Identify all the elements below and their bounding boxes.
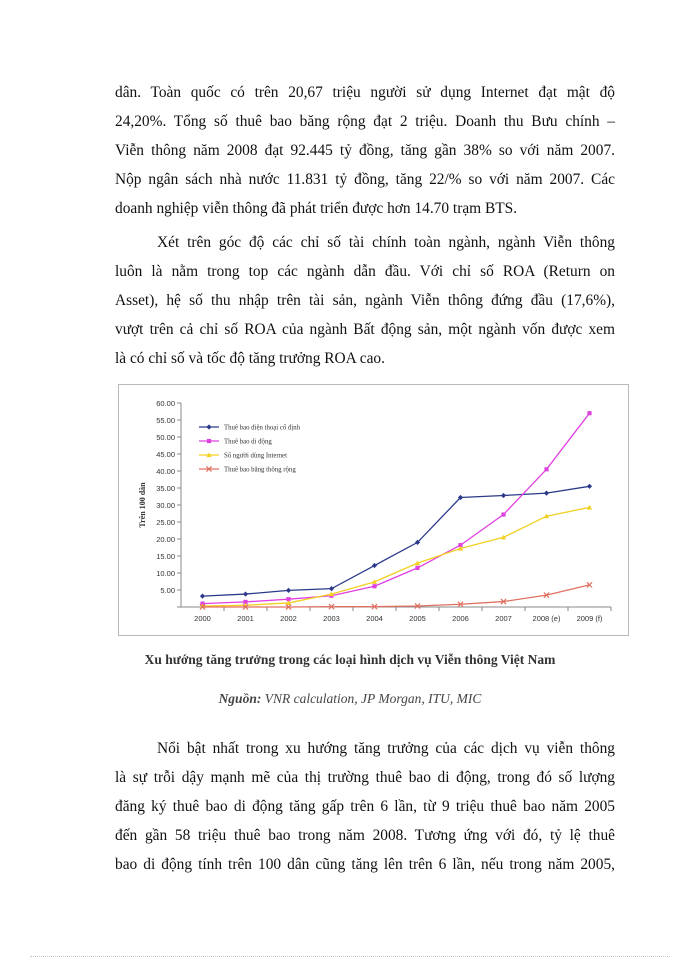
paragraph-2 [115,228,615,373]
legend-marker-1 [207,439,211,443]
x-tick-label-0: 2000 [194,614,211,623]
x-tick-label-7: 2007 [495,614,512,623]
p1-line-4: Nộp ngân sách nhà nước 11.831 tỷ đồng, tăng 22/% so với năm 2007. Các [115,171,615,188]
chart-frame [118,384,629,636]
x-tick-label-8: 2008 (e) [532,614,561,623]
x-tick-label-3: 2003 [323,614,340,623]
p3-line-2: là sự trỗi dậy mạnh mẽ của thị trường thuê bao di động, trong đó số lượng [115,769,615,786]
growth-line-chart [119,385,628,635]
series-1-point-8 [544,467,548,471]
series-0-point-0 [200,594,205,599]
series-0-point-8 [544,491,549,496]
p2-line-2: luôn là nằm trong top các ngành dẫn đầu. Với chỉ số ROA (Return on [115,263,615,280]
legend-marker-0 [206,424,211,429]
y-tick-label-8: 40.00 [156,467,175,476]
y-tick-label-9: 45.00 [156,450,175,459]
y-tick-label-12: 60.00 [156,399,175,408]
series-1-point-5 [415,566,419,570]
x-tick-label-2: 2002 [280,614,297,623]
p1-line-5: doanh nghiệp viễn thông đã phát triển được hơn 14.70 trạm BTS. [115,200,518,217]
source-text: VNR calculation, JP Morgan, ITU, MIC [261,691,482,706]
series-0-point-4 [372,563,377,568]
legend-label-1: Thuê bao di động [224,438,272,446]
p2-line-4: vượt trên cả chỉ số ROA của ngành Bất động sản, một ngành vốn được xem [115,321,615,338]
p2-line-3: Asset), hệ số thu nhập trên tài sản, ngành Viễn thông đứng đầu (17,6%), [115,292,615,309]
p1-line-3: Viễn thông năm 2008 đạt 92.445 tỷ đồng, tăng gần 38% so với năm 2007. [115,142,615,159]
series-0-point-1 [243,591,248,596]
series-1-point-4 [372,584,376,588]
y-tick-label-11: 55.00 [156,416,175,425]
x-tick-label-6: 2006 [452,614,469,623]
p2-line-5: là có chỉ số và tốc độ tăng trưởng ROA cao. [115,350,385,367]
chart-caption: Xu hướng tăng trưởng trong các loại hình dịch vụ Viễn thông Việt Nam [144,652,556,667]
x-tick-label-5: 2005 [409,614,426,623]
legend-label-0: Thuê bao điện thoại cố định [224,424,301,432]
series-0-point-2 [286,588,291,593]
y-axis-label: Trên 100 dân [138,482,147,528]
x-tick-label-1: 2001 [237,614,254,623]
y-tick-label-3: 15.00 [156,552,175,561]
series-line-2 [203,507,590,606]
y-tick-label-2: 10.00 [156,569,175,578]
legend-label-3: Thuê bao băng thông rộng [224,466,296,474]
series-0-point-3 [329,586,334,591]
y-tick-label-4: 20.00 [156,535,175,544]
p3-line-5: bao di động tính trên 100 dân cũng tăng lên trên 6 lần, nếu trong năm 2005, [115,856,615,873]
y-tick-label-6: 30.00 [156,501,175,510]
p1-line-2: 24,20%. Tổng số thuê bao băng rộng đạt 2 triệu. Doanh thu Bưu chính – [115,113,615,130]
paragraph-3 [115,734,615,879]
p2-line-1: Xét trên góc độ các chỉ số tài chính toàn ngành, ngành Viễn thông [157,234,615,251]
y-tick-label-5: 25.00 [156,518,175,527]
series-1-point-9 [587,411,591,415]
p3-line-3: đăng ký thuê bao di động tăng gấp trên 6 lần, từ 9 triệu thuê bao năm 2005 [115,798,615,815]
y-tick-label-7: 35.00 [156,484,175,493]
series-line-3 [203,585,590,607]
series-line-0 [203,486,590,596]
p3-line-4: đến gần 58 triệu thuê bao trong năm 2008. Tương ứng với đó, tỷ lệ thuê [115,827,615,844]
series-0-point-9 [587,484,592,489]
y-tick-label-10: 50.00 [156,433,175,442]
p1-line-1: dân. Toàn quốc có trên 20,67 triệu người sử dụng Internet đạt mật độ [115,84,615,101]
page-bottom-rule [30,956,670,957]
y-tick-label-1: 5.00 [160,586,175,595]
source-label: Nguồn: [218,691,262,706]
paragraph-1 [115,78,615,223]
x-tick-label-9: 2009 (f) [576,614,603,623]
series-0-point-7 [501,493,506,498]
p3-line-1: Nổi bật nhất trong xu hướng tăng trưởng của các dịch vụ viễn thông [157,740,615,757]
legend-label-2: Số người dùng Internet [224,452,287,460]
x-tick-label-4: 2004 [366,614,383,623]
chart-source [0,691,700,707]
series-1-point-7 [501,512,505,516]
